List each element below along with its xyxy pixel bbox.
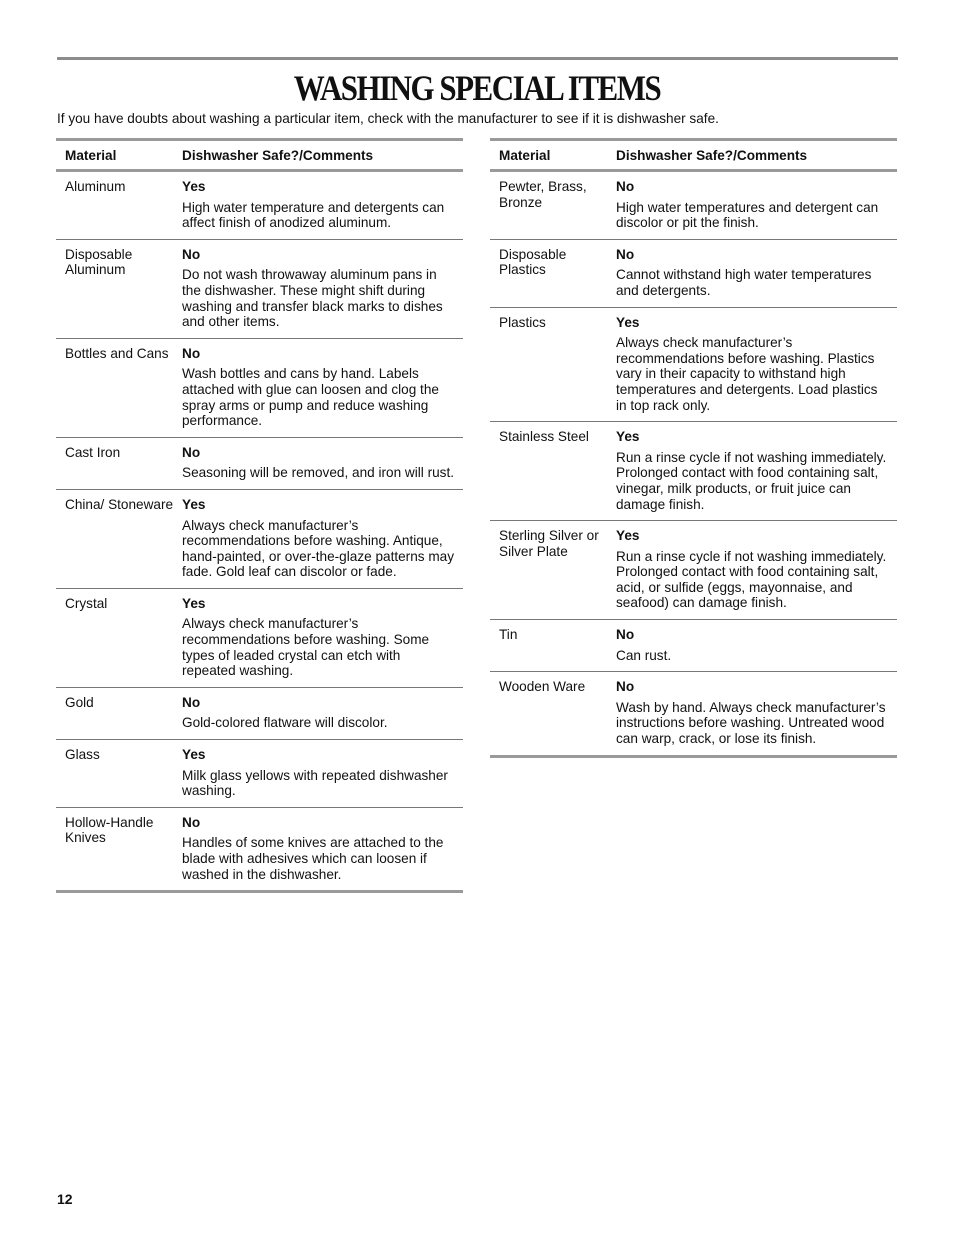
comment-text: Always check manufacturer’s recommendations before washing. Plastics vary in their capacity to withstand high temperatures and detergents. Load plastics in top rack only. — [616, 335, 878, 413]
material-cell: Wooden Ware — [499, 679, 586, 695]
comment-cell — [182, 179, 463, 231]
table-row — [56, 589, 463, 688]
table-row — [56, 490, 463, 589]
comment-text: Gold-colored flatware will discolor. — [182, 715, 388, 731]
material-cell: Crystal — [65, 595, 108, 611]
comment-text: Always check manufacturer’s recommendations before washing. Antique, hand-painted, or over-the-glaze patterns may fade. Gold leaf can discolor or fade. — [182, 517, 455, 580]
safety-verdict: No — [616, 179, 635, 194]
comment-cell — [182, 497, 463, 580]
table-row — [56, 438, 463, 490]
material-cell: Pewter, Brass, Bronze — [499, 179, 587, 210]
comment-cell — [616, 528, 897, 611]
comment-text: Run a rinse cycle if not washing immediately. Prolonged contact with food containing salt, acid, or sulfide (eggs, mayonnaise, and seafood) can damage finish. — [616, 548, 887, 611]
materials-table-left — [56, 138, 463, 893]
comment-text: Wash by hand. Always check manufacturer’s instructions before washing. Untreated wood can warp, crack, or lose its finish. — [616, 699, 886, 747]
comment-text: Can rust. — [616, 647, 672, 663]
table-row — [56, 240, 463, 339]
material-cell: Disposable Plastics — [499, 246, 567, 278]
top-rule — [57, 57, 898, 60]
table-row — [56, 339, 463, 438]
comment-cell — [182, 815, 463, 882]
header-comments: Dishwasher Safe?/Comments — [182, 147, 374, 163]
comment-cell — [182, 747, 463, 799]
comment-text: Handles of some knives are attached to the blade with adhesives which can loosen if washed in the dishwasher. — [182, 835, 444, 882]
table-row — [490, 240, 897, 308]
material-cell: Glass — [65, 747, 100, 763]
table-row — [490, 422, 897, 521]
safety-verdict: Yes — [182, 496, 206, 512]
safety-verdict: No — [182, 444, 201, 460]
comment-text: Cannot withstand high water temperatures and detergents. — [616, 267, 872, 298]
table-row — [490, 521, 897, 620]
safety-verdict: No — [616, 679, 635, 695]
table-row — [490, 172, 897, 240]
comment-cell — [616, 315, 897, 414]
comment-cell — [616, 429, 897, 512]
page-number: 12 — [57, 1191, 73, 1207]
safety-verdict: Yes — [182, 595, 206, 611]
table-row — [56, 688, 463, 740]
table-row — [490, 308, 897, 423]
safety-verdict: No — [182, 246, 201, 262]
material-cell: Bottles and Cans — [65, 345, 169, 361]
safety-verdict: Yes — [182, 179, 206, 194]
safety-verdict: No — [182, 345, 201, 361]
material-cell: China/ Stoneware — [65, 496, 174, 512]
safety-verdict: Yes — [182, 747, 206, 763]
header-material: Material — [65, 147, 117, 163]
comment-text: Do not wash throwaway aluminum pans in the dishwasher. These might shift during washing and transfer black marks to dishes and other items. — [182, 267, 443, 330]
materials-table-right — [490, 138, 897, 758]
header-comments: Dishwasher Safe?/Comments — [616, 147, 808, 163]
comment-cell — [616, 179, 897, 231]
table-row — [56, 172, 463, 240]
table-header — [56, 138, 463, 172]
comment-cell — [182, 445, 463, 481]
comment-text: Run a rinse cycle if not washing immediately. Prolonged contact with food containing salt, vinegar, milk products, or fruit juice can damage finish. — [616, 449, 887, 512]
comment-text: Seasoning will be removed, and iron will rust. — [182, 465, 455, 481]
material-cell: Gold — [65, 694, 94, 710]
comment-text: Always check manufacturer’s recommendations before washing. Some types of leaded crystal can etch with repeated washing. — [182, 616, 430, 679]
right-rows — [490, 172, 897, 758]
safety-verdict: Yes — [616, 314, 640, 330]
intro-text: If you have doubts about washing a particular item, check with the manufacturer to see if it is dishwasher safe. — [57, 111, 719, 126]
comment-cell — [616, 627, 897, 663]
comment-text: High water temperature and detergents can affect finish of anodized aluminum. — [182, 199, 445, 231]
header-material: Material — [499, 147, 551, 163]
page-title: WASHING SPECIAL ITEMS — [293, 68, 661, 109]
left-rows — [56, 172, 463, 893]
material-cell: Stainless Steel — [499, 429, 589, 445]
material-cell: Plastics — [499, 314, 546, 330]
safety-verdict: No — [616, 246, 635, 262]
comment-text: High water temperatures and detergent can discolor or pit the finish. — [616, 199, 879, 231]
material-cell: Disposable Aluminum — [65, 246, 133, 278]
safety-verdict: No — [616, 627, 635, 643]
comment-cell — [182, 346, 463, 429]
safety-verdict: No — [182, 694, 201, 710]
material-cell: Aluminum — [65, 179, 126, 194]
comment-cell — [182, 695, 463, 731]
safety-verdict: Yes — [616, 528, 640, 544]
comment-cell — [616, 679, 897, 746]
material-cell: Cast Iron — [65, 444, 121, 460]
material-cell: Hollow-Handle Knives — [65, 814, 154, 846]
table-row — [490, 620, 897, 672]
comment-cell — [616, 247, 897, 299]
comment-cell — [182, 247, 463, 330]
comment-cell — [182, 596, 463, 679]
comment-text: Milk glass yellows with repeated dishwasher washing. — [182, 767, 448, 799]
table-row — [490, 672, 897, 757]
table-row — [56, 808, 463, 893]
material-cell: Sterling Silver or Silver Plate — [499, 528, 599, 559]
safety-verdict: Yes — [616, 429, 640, 445]
table-header — [490, 138, 897, 172]
table-row — [56, 740, 463, 808]
safety-verdict: No — [182, 814, 201, 830]
comment-text: Wash bottles and cans by hand. Labels attached with glue can loosen and clog the spray arms or pump and reduce washing performance. — [182, 366, 439, 429]
material-cell: Tin — [499, 627, 518, 643]
